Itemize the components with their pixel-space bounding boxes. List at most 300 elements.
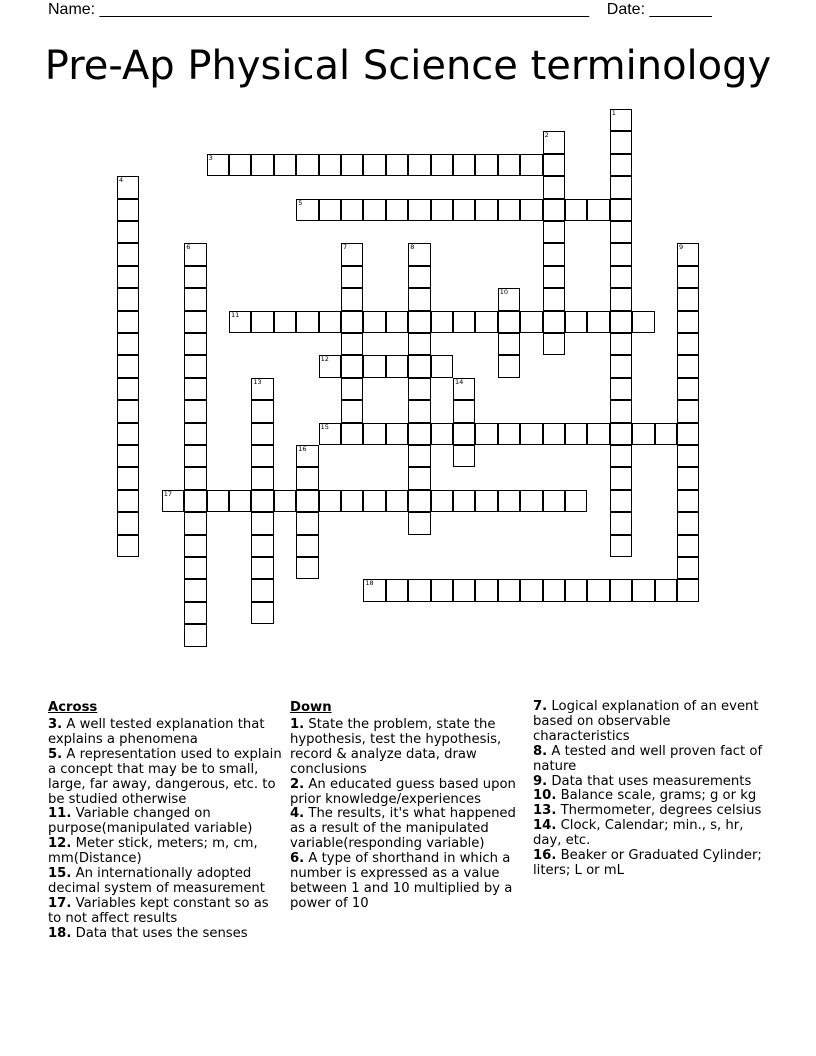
crossword-cell[interactable] [408,243,430,265]
crossword-cell[interactable] [610,400,632,422]
clue [290,718,522,778]
clue-number: 10 [499,288,509,297]
crossword-cell[interactable] [296,467,318,489]
crossword-cell[interactable] [229,154,251,176]
crossword-cell[interactable] [498,311,520,333]
clue [290,852,522,912]
crossword-cell[interactable] [117,535,139,557]
crossword-cell[interactable] [117,199,139,221]
crossword-cell[interactable] [610,109,632,131]
crossword-cell[interactable] [117,176,139,198]
crossword-cell[interactable] [520,423,542,445]
crossword-cell[interactable] [610,535,632,557]
crossword-cell[interactable] [677,333,699,355]
crossword-cell[interactable] [543,490,565,512]
crossword-cell[interactable] [319,355,341,377]
date-label: Date: [606,1,646,18]
crossword-cell[interactable] [431,423,453,445]
crossword-cell[interactable] [453,445,475,467]
down-clues-continued [533,700,769,879]
crossword-cell[interactable] [610,445,632,467]
clue [48,807,284,837]
crossword-cell[interactable] [386,154,408,176]
crossword-cell[interactable] [386,355,408,377]
crossword-cell[interactable] [251,535,273,557]
clue-number: 16 [298,445,307,453]
clue-label: 18. [48,925,72,941]
crossword-cell[interactable] [543,333,565,355]
crossword-cell[interactable] [610,154,632,176]
crossword-cell[interactable] [251,378,273,400]
crossword-cell[interactable] [610,512,632,534]
clue-number: 9 [679,243,684,252]
crossword-cell[interactable] [341,288,363,310]
across-clue-list [48,718,284,942]
crossword-cell[interactable] [341,423,363,445]
clue-label: 10. [533,788,557,804]
crossword-cell[interactable] [162,490,184,512]
crossword-cell[interactable] [453,579,475,601]
clue-number: 13 [253,377,262,386]
clue-label: 13. [533,803,557,819]
crossword-cell[interactable] [117,490,139,512]
crossword-cell[interactable] [184,490,206,512]
crossword-cell[interactable] [408,333,430,355]
crossword-cell[interactable] [610,467,632,489]
clue [48,897,284,927]
clue-text: An internationally adopted decimal system of measurement [48,866,265,896]
crossword-cell[interactable] [587,199,609,221]
clue-label: 7. [533,699,548,714]
crossword-cell[interactable] [543,176,565,198]
crossword-cell[interactable] [453,423,475,445]
crossword-cell[interactable] [677,423,699,445]
crossword-cell[interactable] [296,490,318,512]
crossword-cell[interactable] [274,311,296,333]
clue-number: 5 [298,198,303,207]
crossword-cell[interactable] [677,243,699,265]
crossword-cell[interactable] [251,512,273,534]
crossword-cell[interactable] [408,311,430,333]
clue-label: 3. [48,717,63,732]
crossword-cell[interactable] [453,154,475,176]
crossword-cell[interactable] [117,467,139,489]
crossword-cell[interactable] [341,154,363,176]
crossword-cell[interactable] [587,423,609,445]
clue-number: 11 [231,310,240,319]
crossword-cell[interactable] [677,579,699,601]
crossword-cell[interactable] [677,535,699,557]
crossword-cell[interactable] [341,266,363,288]
crossword-cell[interactable] [363,355,385,377]
crossword-cell[interactable] [677,355,699,377]
crossword-cell[interactable] [565,579,587,601]
crossword-cell[interactable] [251,579,273,601]
clue-text: Beaker or Graduated Cylinder; liters; L or mL [533,848,762,878]
clue [533,700,769,745]
crossword-cell[interactable] [251,311,273,333]
crossword-cell[interactable] [251,602,273,624]
crossword-cell[interactable] [565,311,587,333]
crossword-cell[interactable] [543,221,565,243]
crossword-cell[interactable] [677,445,699,467]
crossword-cell[interactable] [610,333,632,355]
clue-label: 11. [48,806,72,822]
crossword-cell[interactable] [341,378,363,400]
crossword-cell[interactable] [520,154,542,176]
crossword-cell[interactable] [296,311,318,333]
crossword-cell[interactable] [251,557,273,579]
crossword-cell[interactable] [498,154,520,176]
clue [533,804,769,819]
crossword-cell[interactable] [677,378,699,400]
crossword-cell[interactable] [184,400,206,422]
clue-number: 18 [365,579,374,588]
clue-number: 17 [163,489,173,498]
crossword-cell[interactable] [117,378,139,400]
crossword-cell[interactable] [632,423,654,445]
clue-text: Data that uses the senses [75,925,248,941]
crossword-cell[interactable] [251,467,273,489]
crossword-cell[interactable] [408,467,430,489]
crossword-cell[interactable] [520,199,542,221]
crossword-cell[interactable] [207,490,229,512]
crossword-cell[interactable] [296,557,318,579]
crossword-cell[interactable] [431,199,453,221]
crossword-cell[interactable] [341,400,363,422]
crossword-cell[interactable] [431,355,453,377]
crossword-cell[interactable] [565,199,587,221]
crossword-cell[interactable] [655,423,677,445]
crossword-cell[interactable] [207,154,229,176]
clue-text: Variable changed on purpose(manipulated variable) [48,806,253,837]
crossword-cell[interactable] [498,579,520,601]
crossword-cell[interactable] [543,131,565,153]
crossword-cell[interactable] [117,423,139,445]
clue-label: 12. [48,836,72,852]
crossword-cell[interactable] [453,199,475,221]
crossword-cell[interactable] [408,199,430,221]
crossword-cell[interactable] [565,423,587,445]
crossword-cell[interactable] [408,355,430,377]
crossword-cell[interactable] [632,311,654,333]
crossword-cell[interactable] [117,266,139,288]
crossword-cell[interactable] [117,512,139,534]
crossword-cell[interactable] [677,512,699,534]
crossword-cell[interactable] [408,490,430,512]
crossword-cell[interactable] [341,243,363,265]
crossword-cell[interactable] [184,333,206,355]
crossword-cell[interactable] [251,490,273,512]
crossword-cell[interactable] [296,154,318,176]
crossword-cell[interactable] [408,579,430,601]
crossword-cell[interactable] [498,199,520,221]
crossword-cell[interactable] [184,602,206,624]
down-clue-list-continued [533,700,769,879]
crossword-cell[interactable] [386,490,408,512]
name-label: Name: [48,1,96,18]
clue [533,745,769,775]
crossword-cell[interactable] [363,423,385,445]
clue-label: 17. [48,895,72,911]
page-title: Pre-Ap Physical Science terminology [44,43,772,89]
crossword-cell[interactable] [341,333,363,355]
crossword-cell[interactable] [319,423,341,445]
crossword-cell[interactable] [363,579,385,601]
crossword-cell[interactable] [363,154,385,176]
clue-text: Meter stick, meters; m, cm, mm(Distance) [48,836,258,867]
clue-number: 4 [119,176,124,185]
crossword-cell[interactable] [498,490,520,512]
clue-number: 7 [343,243,348,252]
crossword-cell[interactable] [610,311,632,333]
crossword-cell[interactable] [408,445,430,467]
crossword-cell[interactable] [475,490,497,512]
crossword-cell[interactable] [408,423,430,445]
crossword-cell[interactable] [319,490,341,512]
crossword-cell[interactable] [408,266,430,288]
clue-text: An educated guess based upon prior knowledge/experiences [290,776,516,807]
crossword-cell[interactable] [363,199,385,221]
crossword-cell[interactable] [610,490,632,512]
crossword-cell[interactable] [117,400,139,422]
clue [290,807,522,852]
crossword-cell[interactable] [475,579,497,601]
clue-number: 1 [611,109,616,117]
crossword-cell[interactable] [610,131,632,153]
down-heading: Down [290,700,332,715]
crossword-cell[interactable] [475,199,497,221]
crossword-cell[interactable] [610,221,632,243]
crossword-cell[interactable] [184,535,206,557]
crossword-cell[interactable] [610,579,632,601]
clue [533,819,769,849]
crossword-cell[interactable] [610,176,632,198]
crossword-cell[interactable] [543,243,565,265]
clue-label: 6. [290,851,305,867]
clue-label: 8. [533,743,548,759]
crossword-cell[interactable] [341,490,363,512]
clue-text: Thermometer, degrees celsius [560,803,762,819]
crossword-cell[interactable] [431,311,453,333]
crossword-cell[interactable] [677,467,699,489]
crossword-cell[interactable] [386,311,408,333]
crossword-cell[interactable] [431,490,453,512]
crossword-cell[interactable] [475,154,497,176]
clue-text: State the problem, state the hypothesis, test the hypothesis, record & analyze data, draw conclusions [290,717,502,777]
crossword-cell[interactable] [475,423,497,445]
crossword-cell[interactable] [610,423,632,445]
crossword-cell[interactable] [498,355,520,377]
clue-number: 12 [320,355,329,364]
clue [48,927,284,942]
clue-text: A well tested explanation that explains a phenomena [48,717,265,747]
crossword-cell[interactable] [543,199,565,221]
crossword-cell[interactable] [184,288,206,310]
clue [533,789,769,804]
crossword-cell[interactable] [184,311,206,333]
crossword-cell[interactable] [677,400,699,422]
crossword-cell[interactable] [408,512,430,534]
crossword-cell[interactable] [184,557,206,579]
clue [533,849,769,879]
down-clue-list [290,718,522,912]
crossword-cell[interactable] [632,579,654,601]
crossword-cell[interactable] [587,579,609,601]
clue-label: 5. [48,746,63,762]
crossword-cell[interactable] [677,311,699,333]
clue-number: 6 [186,243,191,252]
crossword-cell[interactable] [408,400,430,422]
crossword-cell[interactable] [386,579,408,601]
crossword-cell[interactable] [543,154,565,176]
crossword-cell[interactable] [341,199,363,221]
clue [48,867,284,897]
clue-label: 15. [48,866,72,882]
crossword-cell[interactable] [184,445,206,467]
clue-label: 1. [290,717,305,732]
crossword-cell[interactable] [184,355,206,377]
crossword-cell[interactable] [431,154,453,176]
crossword-cell[interactable] [610,266,632,288]
crossword-cell[interactable] [184,512,206,534]
crossword-cell[interactable] [610,199,632,221]
crossword-cell[interactable] [117,288,139,310]
crossword-cell[interactable] [229,490,251,512]
crossword-cell[interactable] [184,243,206,265]
crossword-cell[interactable] [431,579,453,601]
date-blank[interactable]: _______ [649,1,712,18]
crossword-cell[interactable] [498,423,520,445]
clue-number: 8 [410,243,415,252]
clue-text: Variables kept constant so as to not affect results [48,895,269,926]
clue-text: A type of shorthand in which a number is expressed as a value between 1 and 10 multiplied by a power of 10 [290,851,513,911]
clue-number: 3 [208,153,213,162]
crossword-cell[interactable] [184,378,206,400]
crossword-cell[interactable] [341,311,363,333]
clue-text: Logical explanation of an event based on observable characteristics [533,699,759,744]
name-blank[interactable]: _______________________________________________________ [99,1,589,18]
clue-text: A tested and well proven fact of nature [533,743,763,774]
crossword-cell[interactable] [453,378,475,400]
crossword-cell[interactable] [677,490,699,512]
crossword-cell[interactable] [296,512,318,534]
clue-number: 14 [455,377,464,386]
crossword-cell[interactable] [408,288,430,310]
crossword-cell[interactable] [453,490,475,512]
crossword-cell[interactable] [184,579,206,601]
crossword-cell[interactable] [498,333,520,355]
crossword-cell[interactable] [184,467,206,489]
crossword-cell[interactable] [520,490,542,512]
crossword-cell[interactable] [296,535,318,557]
clue-label: 2. [290,776,305,792]
crossword-cell[interactable] [453,311,475,333]
crossword-cell[interactable] [543,423,565,445]
crossword-cell[interactable] [453,400,475,422]
crossword-cell[interactable] [184,624,206,646]
clue-label: 4. [290,806,305,822]
crossword-cell[interactable] [565,490,587,512]
crossword-cell[interactable] [117,333,139,355]
crossword-cell[interactable] [520,311,542,333]
crossword-cell[interactable] [274,154,296,176]
crossword-cell[interactable] [117,243,139,265]
crossword-cell[interactable] [408,378,430,400]
crossword-cell[interactable] [543,266,565,288]
crossword-cell[interactable] [319,311,341,333]
clue [48,718,284,748]
across-clues [48,700,284,942]
crossword-cell[interactable] [229,311,251,333]
crossword-cell[interactable] [475,311,497,333]
crossword-cell[interactable] [117,445,139,467]
crossword-cell[interactable] [408,154,430,176]
clue [290,778,522,808]
crossword-cell[interactable] [184,423,206,445]
crossword-cell[interactable] [117,221,139,243]
crossword-cell[interactable] [251,154,273,176]
crossword-cell[interactable] [363,490,385,512]
crossword-cell[interactable] [543,311,565,333]
crossword-cell[interactable] [296,445,318,467]
crossword-cell[interactable] [610,243,632,265]
clue-label: 14. [533,818,557,834]
crossword-cell[interactable] [543,288,565,310]
clue-text: Balance scale, grams; g or kg [560,788,757,804]
crossword-cell[interactable] [386,199,408,221]
crossword-cell[interactable] [543,579,565,601]
clue-label: 9. [533,773,548,789]
across-heading: Across [48,700,98,715]
crossword-cell[interactable] [251,423,273,445]
crossword-cell[interactable] [610,355,632,377]
crossword-cell[interactable] [677,266,699,288]
crossword-cell[interactable] [251,445,273,467]
crossword-cell[interactable] [677,557,699,579]
crossword-cell[interactable] [274,490,296,512]
clue-text: The results, it's what happened as a result of the manipulated variable(responding variable) [290,806,516,852]
crossword-cell[interactable] [341,355,363,377]
crossword-cell[interactable] [251,400,273,422]
crossword-cell[interactable] [363,311,385,333]
down-clues [290,700,522,912]
clue [533,775,769,790]
clue-text: Data that uses measurements [551,773,752,789]
crossword-cell[interactable] [319,154,341,176]
clue [48,837,284,867]
crossword-cell[interactable] [117,355,139,377]
crossword-cell[interactable] [386,423,408,445]
crossword-cell[interactable] [498,288,520,310]
clue-number: 2 [544,131,549,140]
crossword-cell[interactable] [610,288,632,310]
clue-text: Clock, Calendar; min., s, hr, day, etc. [533,818,744,849]
crossword-cell[interactable] [610,378,632,400]
crossword-cell[interactable] [655,579,677,601]
crossword-cell[interactable] [296,199,318,221]
crossword-cell[interactable] [587,311,609,333]
crossword-cell[interactable] [184,266,206,288]
clue [48,748,284,808]
crossword-cell[interactable] [520,579,542,601]
crossword-cell[interactable] [117,311,139,333]
clue-label: 16. [533,848,557,864]
clue-number: 15 [320,422,329,431]
clue-text: A representation used to explain a concept that may be to small, large, far away, dangerous, etc. to be studied otherwise [48,746,282,807]
crossword-cell[interactable] [677,288,699,310]
crossword-cell[interactable] [319,199,341,221]
